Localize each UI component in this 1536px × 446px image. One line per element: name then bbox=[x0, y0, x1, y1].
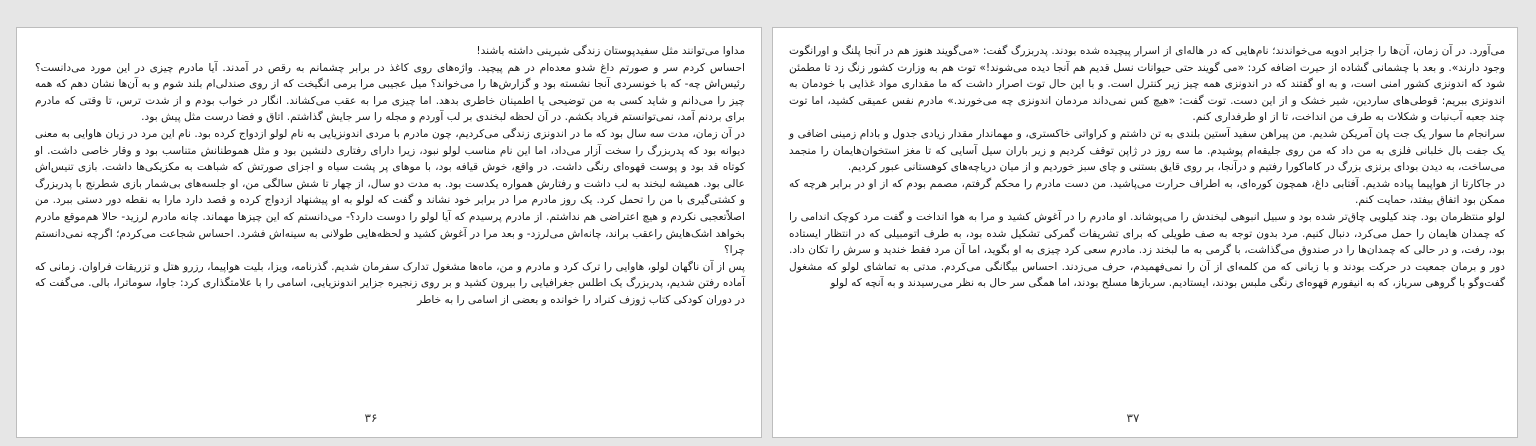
page-number: ۳۶ bbox=[364, 411, 378, 425]
paragraph: لولو منتظرمان بود. چند کیلویی چاق‌تر شده بود و سبیل انبوهی لبخندش را می‌پوشاند. او مادرم را در آغوش کشید و مرا به هوا انداخت و گفت مرد کوچک اندامی را که چمدان هایمان را حمل می‌کرد، دنبال کنیم. مرد بدون توجه به صف طویلی که برای تشریفات گمرکی تشکیل شده بود، به طرف اتومبیلی که در انتظار ایستاده بود، رفت، و در حالی که چمدان‌ها را در صندوق می‌گذاشت، با گرمی به ما لبخند زد. مادرم سعی کرد چیزی به او بگوید، اما آن مرد فقط خندید و سرش را تکان داد. دور و برمان جمعیت در حرکت بودند و با زبانی که من کلمه‌ای از آن را نمی‌فهمیدم، حرف می‌زدند. احساس بیگانگی می‌کردم. مدتی به تماشای لولو که مشغول گفت‌وگو با گروهی سرباز، که به انیفورم قهوه‌ای رنگی ملبس بودند، ایستادیم. سربازها مسلح بودند، اما همگی سر حال به نظر می‌رسیدند و به آنچه که لولو bbox=[789, 210, 1505, 290]
page-text bbox=[789, 43, 1505, 292]
page-left bbox=[16, 27, 762, 438]
page-right bbox=[772, 27, 1518, 438]
paragraph: در جاکارتا از هواپیما پیاده شدیم. آفتابی داغ، همچون کوره‌ای، به اطراف حرارت می‌پاشید. من دست مادرم را محکم گرفتم، مصمم بودم که از او در برابر هرچه که ممکن بود اتفاق بیفتد، حمایت کنم. bbox=[789, 177, 1505, 207]
paragraph: سرانجام ما سوار یک جت پان آمریکن شدیم. من پیراهن سفید آستین بلندی به تن داشتم و کراواتی خاکستری، و مهماندار مقدار زیادی جدول و بادام زمینی اضافی و یک جفت بال خلبانی فلزی به من داد که من روی جلیقه‌ام پوشیدم. ما سه روز در ژاپن توقف کردیم و زیر باران سیل آسایی که تا مغز استخوان‌هایمان را منجمد می‌ساخت، به دیدن بودای برنزی بزرگ در کاماکورا رفتیم و درآنجا، بر روی قایق بستنی و چای سبز خوردیم و از میان دریاچه‌های کوهستانی عبور کردیم. bbox=[789, 127, 1505, 174]
page-text bbox=[35, 43, 745, 309]
paragraph: در آن زمان، مدت سه سال بود که ما در اندونزی زندگی می‌کردیم، چون مادرم با مردی اندونزیایی به نام لولو ازدواج کرده بود. نام این مرد در زبان هاوایی به معنی دیوانه بود که پدربزرگ را سخت آزار می‌داد، اما این نام مناسب لولو نبود، زیرا دارای رفتاری دلنشین بود و مثل هموطنانش متناسب بود و وقار خاصی داشت. او کوتاه قد بود و پوست قهوه‌ای رنگی داشت. در واقع، خوش قیافه بود، با موهای پر پشت سیاه و اجزای صورتش که شباهت به مکزیکی‌ها داشت. بازی تنیس‌اش عالی بود. همیشه لبخند به لب داشت و رفتارش همواره یکدست بود. به مدت دو سال، از چهار تا شش سالگی من، او جلسه‌های بی‌شمار بازی شطرنج با پدربزرگ و کشتی‌گیری با من را تحمل کرد. یک روز مادرم مرا در برابر خود نشاند و گفت که لولو به او پیشنهاد ازدواج کرده و قصد دارد مارا به نقطه دور دستی ببرد. من اصلاًتعجبی نکردم و هیچ اعتراضی هم نداشتم. از مادرم پرسیدم که آیا لولو را دوست دارد؟- می‌دانستم که این چیزها مهماند. چانه مادرم لرزید- حالا هم‌موقع مادرم بخواهد اشک‌هایش راعقب براند، چانه‌اش می‌لرزد- و بعد مرا در آغوش کشید و لحظه‌هایی طولانی به سینه‌اش فشرد. احساس شجاعت می‌کردم؛ اگرچه نمی‌دانستم چرا؟ bbox=[35, 127, 745, 257]
page-number: ۳۷ bbox=[1126, 411, 1140, 425]
paragraph: می‌آورد. در آن زمان، آن‌ها را جزایر ادویه می‌خواندند؛ نام‌هایی که در هاله‌ای از اسرار پیچیده شده بودند. پدربزرگ گفت: «می‌گویند هنوز هم در آنجا پلنگ و اورانگوت وجود دارند». و بعد با چشمانی گشاده از حیرت اضافه کرد: «می گویند حتی حیوانات نسل قدیم هم آنجا دیده می‌شوند!» توت هم به وزارت کشور زنگ زد تا مطمئن شود که اندونزی کشور امنی است، و به او گفتند که در اندونزی همه چیز زیر کنترل است. و با این حال توت اصرار داشت که ما مقداری مواد غذایی با خودمان به اندونزی ببریم: قوطی‌های ساردین، شیر خشک و از این دست. توت گفت: «هیچ کس نمی‌داند مردمان اندونزی چه می‌خورند.» مادرم نفس عمیقی کشید، اما توت چند جعبه آب‌نبات و شکلات به طرف من انداخت، تا از او طرفداری کنم. bbox=[789, 45, 1505, 124]
paragraph: پس از آن ناگهان لولو، هاوایی را ترک کرد و مادرم و من، ماه‌ها مشغول تدارک سفرمان شدیم. گذرنامه، ویزا، بلیت هواپیما، رزرو هتل و تزریقات فراوان. زمانی که آماده رفتن شدیم، پدربزرگ یک اطلس جغرافیایی را بیرون کشید و بر روی زنجیره جزایر اندونزیایی، اسامی را با علامتگذاری کرد: جاوا، سوماترا، بالی. می‌گفت که در دوران کودکی کتاب ژوزف کنراد را خوانده و بعضی از اسامی را به خاطر bbox=[35, 260, 745, 306]
paragraph: احساس کردم سر و صورتم داغ شدو معده‌ام در هم پیچید. واژه‌های روی کاغذ در برابر چشمانم به رقص در آمدند. آیا مادرم چیزی در این مورد می‌دانست؟ رئیس‌اش چه- که با خونسردی آنجا نشسته بود و گزارش‌ها را می‌خواند؟ میل عجیبی مرا برمی انگیخت که از روی صندلی‌ام بلند شوم و به آن‌ها نشان دهم که همه چیز را می‌دانم و شاید کسی به من توضیحی یا اطمینان خاطری بدهد. اما چیزی مرا به عقب می‌کشاند. انگار در خواب بودم و از شدت ترس، تا وقتی که مادرم برای بردنم آمد، نمی‌توانستم فریاد بکشم. در آن لحظه لبخندی بر لب آوردم و مجله را سر جایش گذاشتم. اتاق و فضا درست مثل پیش بود. bbox=[35, 61, 745, 124]
paragraph: مداوا می‌توانند مثل سفیدپوستان زندگی شیرینی داشته باشند! bbox=[476, 45, 745, 57]
